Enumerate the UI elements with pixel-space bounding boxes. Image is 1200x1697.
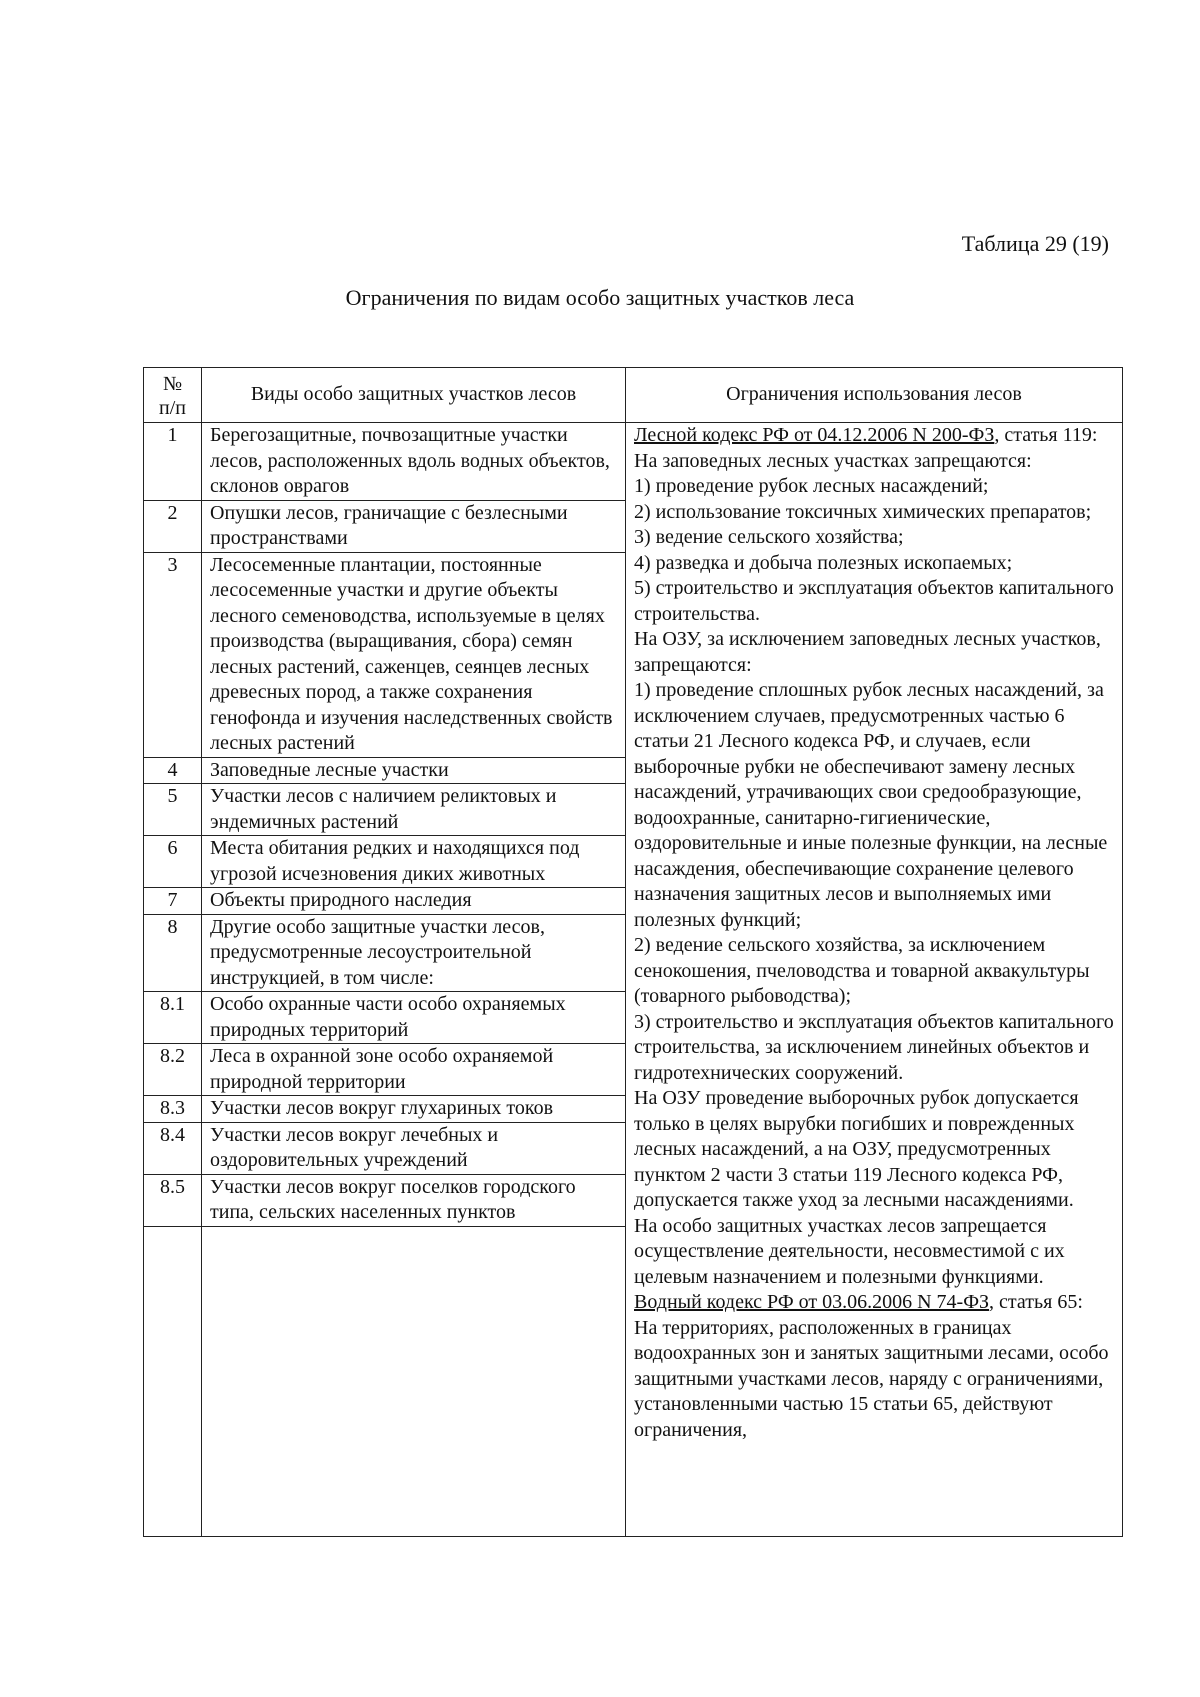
empty-cell <box>202 1226 626 1536</box>
header-number-line1: № <box>162 373 183 395</box>
restriction-paragraph: На заповедных лесных участках запрещаются: <box>634 449 1032 472</box>
row-type: Лесосеменные плантации, постоянные лесосеменные участки и другие объекты лесного семеноводства, используемые в целях производства (выращивания, сбора) семян лесных растений, саженцев, сеянцев лесных древесных пород, а также сохранения генофонда и изучения наследственных свойств лесных растений <box>202 552 626 757</box>
row-type: Опушки лесов, граничащие с безлесными пространствами <box>202 500 626 552</box>
row-number: 8.1 <box>144 992 202 1044</box>
header-type: Виды особо защитных участков лесов <box>202 368 626 423</box>
restriction-paragraph: 3) строительство и эксплуатация объектов капитального строительства, за исключением линейных объектов и гидротехнических сооружений. <box>634 1010 1114 1084</box>
row-number: 8.4 <box>144 1122 202 1174</box>
row-number: 1 <box>144 423 202 501</box>
restriction-paragraph: На территориях, расположенных в границах водоохранных зон и занятых защитными лесами, особо защитными участками лесов, наряду с ограничениями, установленными частью 15 статьи 65, действуют ограничения, <box>634 1316 1109 1441</box>
water-code-article: , статья 65: <box>989 1291 1083 1313</box>
header-number <box>144 368 202 423</box>
forest-code-article: , статья 119: <box>994 424 1098 446</box>
restriction-paragraph: На ОЗУ проведение выборочных рубок допускается только в целях вырубки погибших и поврежденных лесных насаждений, а на ОЗУ, предусмотренных пунктом 2 части 3 статьи 119 Лесного кодекса РФ, допускается также уход за лесными насаждениями. <box>634 1087 1079 1211</box>
row-number: 3 <box>144 552 202 757</box>
row-number: 7 <box>144 888 202 915</box>
row-type: Особо охранные части особо охраняемых природных территорий <box>202 992 626 1044</box>
row-type: Участки лесов вокруг лечебных и оздоровительных учреждений <box>202 1122 626 1174</box>
row-type: Участки лесов вокруг глухариных токов <box>202 1096 626 1123</box>
row-number: 8.5 <box>144 1174 202 1226</box>
row-type: Места обитания редких и находящихся под угрозой исчезновения диких животных <box>202 836 626 888</box>
row-type: Берегозащитные, почвозащитные участки лесов, расположенных вдоль водных объектов, склонов оврагов <box>202 423 626 501</box>
row-type: Участки лесов с наличием реликтовых и эндемичных растений <box>202 784 626 836</box>
row-type: Леса в охранной зоне особо охраняемой природной территории <box>202 1044 626 1096</box>
forest-code-link[interactable]: Лесной кодекс РФ от 04.12.2006 N 200-ФЗ <box>634 424 995 446</box>
table-row <box>144 423 1123 501</box>
restriction-paragraph: 1) проведение рубок лесных насаждений; <box>634 475 989 497</box>
row-number: 8.2 <box>144 1044 202 1096</box>
restriction-paragraph: 5) строительство и эксплуатация объектов капитального строительства. <box>634 577 1114 625</box>
water-code-link[interactable]: Водный кодекс РФ от 03.06.2006 N 74-ФЗ <box>634 1291 990 1313</box>
restriction-paragraph: 2) ведение сельского хозяйства, за исключением сенокошения, пчеловодства и товарной аквакультуры (товарного рыбоводства); <box>634 934 1090 1007</box>
row-type: Объекты природного наследия <box>202 888 626 915</box>
row-number: 2 <box>144 500 202 552</box>
row-type: Заповедные лесные участки <box>202 757 626 784</box>
restriction-paragraph <box>634 1290 1114 1316</box>
table-header-row <box>144 368 1123 423</box>
restriction-paragraph: 3) ведение сельского хозяйства; <box>634 526 904 548</box>
restriction-paragraph: 1) проведение сплошных рубок лесных насаждений, за исключением случаев, предусмотренных частью 6 статьи 21 Лесного кодекса РФ, и случаев, если выборочные рубки не обеспечивают замену лесных насаждений, утрачивающих свои средообразующие, водоохранные, санитарно-гигиенические, оздоровительные и иные полезные функции, на лесные насаждения, обеспечивающие сохранение целевого назначения защитных лесов и выполняемых ими полезных функций; <box>634 679 1108 931</box>
header-restrictions: Ограничения использования лесов <box>626 368 1123 423</box>
page-title: Ограничения по видам особо защитных участков леса <box>345 285 855 310</box>
table-caption: Таблица 29 (19) <box>961 231 1109 256</box>
row-number: 8.3 <box>144 1096 202 1123</box>
row-number: 8 <box>144 914 202 992</box>
restrictions-table <box>143 367 1123 1537</box>
restrictions-cell <box>626 423 1123 1537</box>
header-number-line2: п/п <box>159 397 186 419</box>
restriction-paragraph <box>634 423 1114 449</box>
empty-cell <box>144 1226 202 1536</box>
restriction-paragraph: На особо защитных участках лесов запрещается осуществление деятельности, несовместимой с их целевым назначением и полезными функциями. <box>634 1214 1065 1288</box>
restriction-paragraph: На ОЗУ, за исключением заповедных лесных участков, запрещаются: <box>634 628 1101 676</box>
row-number: 4 <box>144 757 202 784</box>
restriction-paragraph: 2) использование токсичных химических препаратов; <box>634 500 1092 523</box>
row-type: Другие особо защитные участки лесов, предусмотренные лесоустроительной инструкцией, в том числе: <box>202 914 626 992</box>
restriction-paragraph: 4) разведка и добыча полезных ископаемых; <box>634 551 1013 574</box>
row-number: 5 <box>144 784 202 836</box>
row-type: Участки лесов вокруг поселков городского типа, сельских населенных пунктов <box>202 1174 626 1226</box>
row-number: 6 <box>144 836 202 888</box>
